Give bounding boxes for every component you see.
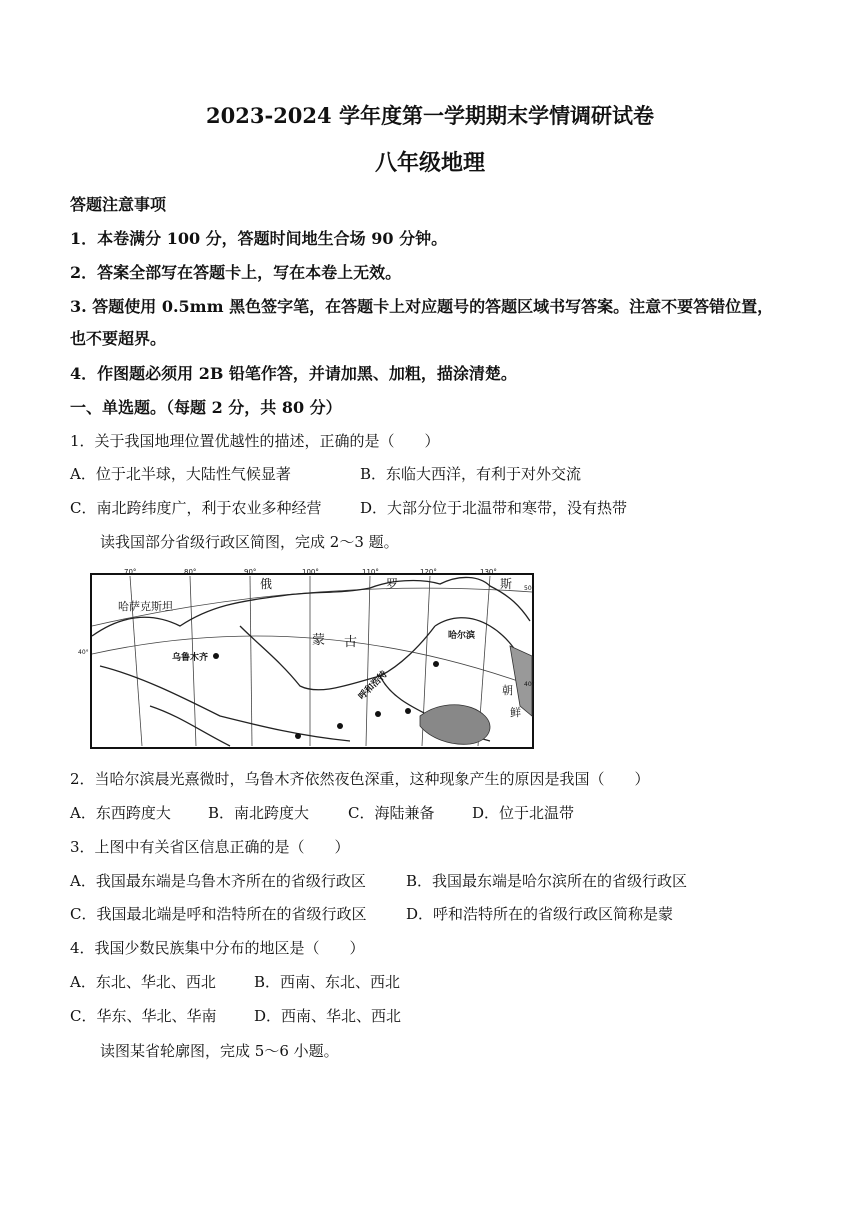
city-label-urumqi: 乌鲁木齐 (172, 653, 209, 663)
city-label-hohhot: 呼和浩特 (357, 669, 390, 703)
lat-label-40-left: 40° (78, 649, 89, 656)
lon-label-130: 130° (480, 568, 497, 576)
country-label-kazakhstan: 哈萨克斯坦 (118, 600, 173, 613)
q3-option-a: A．我国最东端是乌鲁木齐所在的省级行政区 (70, 872, 366, 890)
lon-label-70: 70° (124, 568, 137, 576)
country-label-gu: 古 (344, 635, 358, 650)
country-label-e: 俄 (260, 577, 273, 591)
q3-option-c: C．我国最北端是呼和浩特所在的省级行政区 (70, 905, 367, 923)
province-map (78, 566, 540, 752)
q2-option-c: C．海陆兼备 (348, 804, 435, 822)
province-map-svg (78, 566, 540, 752)
q1-option-b: B．东临大西洋，有利于对外交流 (360, 465, 582, 483)
lon-label-120: 120° (420, 568, 437, 576)
q2-stem: 2．当哈尔滨晨光熹微时，乌鲁木齐依然夜色深重，这种现象产生的原因是我国（ ） (70, 770, 650, 788)
country-label-xian: 鲜 (510, 706, 521, 719)
lon-label-110: 110° (362, 568, 379, 576)
exam-subtitle: 八年级地理 (374, 150, 485, 176)
lon-label-90: 90° (244, 568, 257, 576)
notes-heading: 答题注意事项 (70, 195, 167, 214)
city-label-harbin: 哈尔滨 (448, 631, 476, 641)
country-label-si: 斯 (500, 577, 513, 591)
q1-option-a: A．位于北半球，大陆性气候显著 (70, 465, 291, 483)
q1-option-c: C．南北跨纬度广，利于农业多种经营 (70, 499, 322, 517)
exam-title: 2023-2024 学年度第一学期期末学情调研试卷 (206, 103, 654, 128)
note-item-4: 4．作图题必须用 2B 铅笔作答，并请加黑、加粗，描涂清楚。 (70, 364, 517, 383)
q1-stem: 1．关于我国地理位置优越性的描述，正确的是（ ） (70, 432, 440, 450)
note-item-3: 3. 答题使用 0.5mm 黑色签字笔，在答题卡上对应题号的答题区域书写答案。注意不要答错位置， (70, 297, 774, 316)
note-item-2: 2．答案全部写在答题卡上，写在本卷上无效。 (70, 263, 402, 282)
country-label-luo: 罗 (386, 577, 399, 591)
section-heading: 一、单选题。（每题 2 分，共 80 分） (70, 398, 342, 417)
q2-option-d: D．位于北温带 (472, 804, 575, 822)
country-label-chao: 朝 (502, 684, 513, 697)
q4-option-b: B．西南、东北、西北 (254, 973, 401, 991)
q5-6-intro: 读图某省轮廓图，完成 5～6 小题。 (100, 1042, 339, 1060)
q2-3-intro: 读我国部分省级行政区简图，完成 2～3 题。 (100, 533, 399, 551)
q2-option-b: B．南北跨度大 (208, 804, 310, 822)
q4-option-d: D．西南、华北、西北 (254, 1007, 402, 1025)
note-item-1: 1．本卷满分 100 分，答题时间地生合场 90 分钟。 (70, 229, 448, 248)
lat-label-40-right: 40° (524, 681, 535, 688)
q4-option-c: C．华东、华北、华南 (70, 1007, 217, 1025)
q4-stem: 4．我国少数民族集中分布的地区是（ ） (70, 939, 365, 957)
q1-option-d: D．大部分位于北温带和寒带，没有热带 (360, 499, 628, 517)
note-item-3-cont: 也不要超界。 (70, 329, 167, 348)
q4-option-a: A．东北、华北、西北 (70, 973, 216, 991)
q3-option-b: B．我国最东端是哈尔滨所在的省级行政区 (406, 872, 688, 890)
country-label-meng: 蒙 (312, 633, 326, 648)
q2-option-a: A．东西跨度大 (70, 804, 171, 822)
q3-stem: 3．上图中有关省区信息正确的是（ ） (70, 838, 350, 856)
q3-option-d: D．呼和浩特所在的省级行政区简称是蒙 (406, 905, 674, 923)
lon-label-100: 100° (302, 568, 319, 576)
lon-label-80: 80° (184, 568, 197, 576)
lat-label-50: 50° (524, 585, 535, 592)
